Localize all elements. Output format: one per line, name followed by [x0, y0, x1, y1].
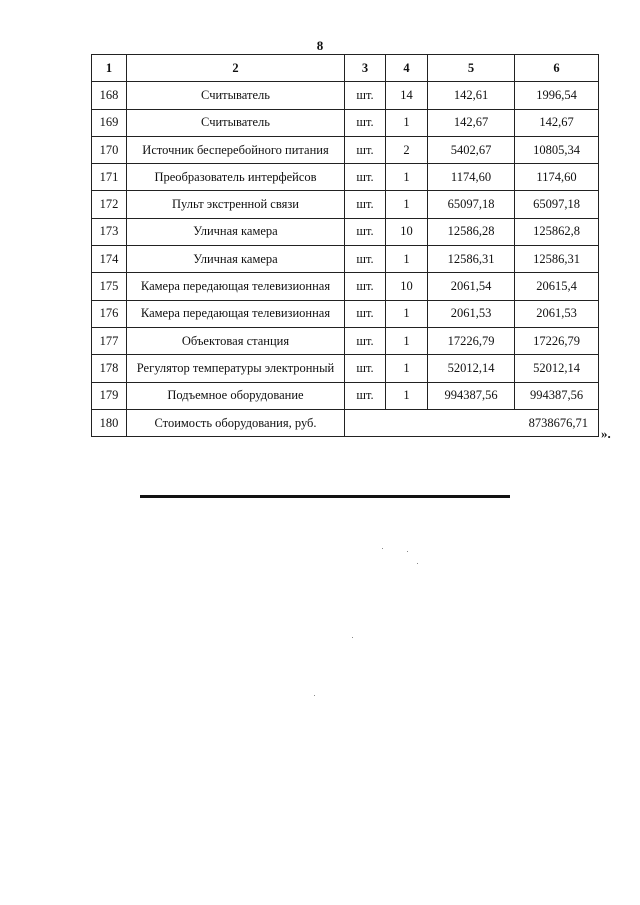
unit-price: 65097,18 — [428, 191, 515, 218]
item-name: Считыватель — [127, 82, 345, 109]
unit: шт. — [345, 164, 386, 191]
row-total: 20615,4 — [515, 273, 599, 300]
item-name: Уличная камера — [127, 218, 345, 245]
header-cell: 4 — [386, 55, 428, 82]
unit: шт. — [345, 246, 386, 273]
row-total: 125862,8 — [515, 218, 599, 245]
unit-price: 142,67 — [428, 109, 515, 136]
scan-speck — [407, 551, 408, 552]
unit: шт. — [345, 273, 386, 300]
table-row — [92, 164, 599, 191]
unit: шт. — [345, 191, 386, 218]
quantity: 1 — [386, 164, 428, 191]
quantity: 2 — [386, 136, 428, 163]
item-name: Источник бесперебойного питания — [127, 136, 345, 163]
quantity: 1 — [386, 327, 428, 354]
closing-quote-mark: ». — [601, 426, 611, 441]
quantity: 1 — [386, 246, 428, 273]
row-total: 1174,60 — [515, 164, 599, 191]
table-row — [92, 355, 599, 382]
unit-price: 2061,53 — [428, 300, 515, 327]
quantity: 1 — [386, 109, 428, 136]
unit-price: 12586,31 — [428, 246, 515, 273]
table-row — [92, 82, 599, 109]
unit: шт. — [345, 218, 386, 245]
row-number: 173 — [92, 218, 127, 245]
table-row — [92, 327, 599, 354]
row-number: 175 — [92, 273, 127, 300]
unit: шт. — [345, 382, 386, 409]
row-total: 17226,79 — [515, 327, 599, 354]
unit: шт. — [345, 136, 386, 163]
row-total: 65097,18 — [515, 191, 599, 218]
row-total: 52012,14 — [515, 355, 599, 382]
row-total: 12586,31 — [515, 246, 599, 273]
total-value: 8738676,71 — [345, 409, 599, 436]
row-number: 178 — [92, 355, 127, 382]
unit: шт. — [345, 327, 386, 354]
row-number: 171 — [92, 164, 127, 191]
row-number: 170 — [92, 136, 127, 163]
unit: шт. — [345, 355, 386, 382]
unit-price: 2061,54 — [428, 273, 515, 300]
table-row — [92, 191, 599, 218]
header-cell: 2 — [127, 55, 345, 82]
unit-price: 142,61 — [428, 82, 515, 109]
table-row — [92, 246, 599, 273]
row-total: 10805,34 — [515, 136, 599, 163]
quantity: 1 — [386, 300, 428, 327]
item-name: Считыватель — [127, 109, 345, 136]
scan-speck — [417, 563, 418, 564]
end-of-document-line — [140, 495, 510, 498]
total-number: 180 — [92, 409, 127, 436]
table-row — [92, 273, 599, 300]
quantity: 1 — [386, 191, 428, 218]
unit-price: 17226,79 — [428, 327, 515, 354]
total-row — [92, 409, 599, 436]
table-row — [92, 136, 599, 163]
header-cell: 1 — [92, 55, 127, 82]
unit-price: 52012,14 — [428, 355, 515, 382]
unit: шт. — [345, 109, 386, 136]
quantity: 10 — [386, 273, 428, 300]
row-number: 168 — [92, 82, 127, 109]
table-row — [92, 109, 599, 136]
quantity: 1 — [386, 382, 428, 409]
header-cell: 5 — [428, 55, 515, 82]
quantity: 1 — [386, 355, 428, 382]
item-name: Объектовая станция — [127, 327, 345, 354]
header-cell: 3 — [345, 55, 386, 82]
item-name: Подъемное оборудование — [127, 382, 345, 409]
scan-speck — [382, 548, 383, 549]
row-total: 142,67 — [515, 109, 599, 136]
unit-price: 12586,28 — [428, 218, 515, 245]
unit-price: 994387,56 — [428, 382, 515, 409]
unit: шт. — [345, 300, 386, 327]
item-name: Преобразователь интерфейсов — [127, 164, 345, 191]
header-cell: 6 — [515, 55, 599, 82]
total-label: Стоимость оборудования, руб. — [127, 409, 345, 436]
table-row — [92, 218, 599, 245]
item-name: Камера передающая телевизионная — [127, 273, 345, 300]
equipment-table — [91, 54, 599, 437]
unit-price: 5402,67 — [428, 136, 515, 163]
unit-price: 1174,60 — [428, 164, 515, 191]
row-total: 1996,54 — [515, 82, 599, 109]
scan-speck — [352, 637, 353, 638]
table-row — [92, 382, 599, 409]
quantity: 10 — [386, 218, 428, 245]
table-row — [92, 300, 599, 327]
row-number: 177 — [92, 327, 127, 354]
item-name: Пульт экстренной связи — [127, 191, 345, 218]
row-number: 179 — [92, 382, 127, 409]
page-number: 8 — [316, 38, 324, 53]
row-number: 169 — [92, 109, 127, 136]
scan-speck — [314, 695, 315, 696]
row-total: 2061,53 — [515, 300, 599, 327]
unit: шт. — [345, 82, 386, 109]
item-name: Регулятор температуры электронный — [127, 355, 345, 382]
table-header-row — [92, 55, 599, 82]
row-number: 174 — [92, 246, 127, 273]
item-name: Уличная камера — [127, 246, 345, 273]
row-number: 176 — [92, 300, 127, 327]
quantity: 14 — [386, 82, 428, 109]
row-number: 172 — [92, 191, 127, 218]
row-total: 994387,56 — [515, 382, 599, 409]
item-name: Камера передающая телевизионная — [127, 300, 345, 327]
